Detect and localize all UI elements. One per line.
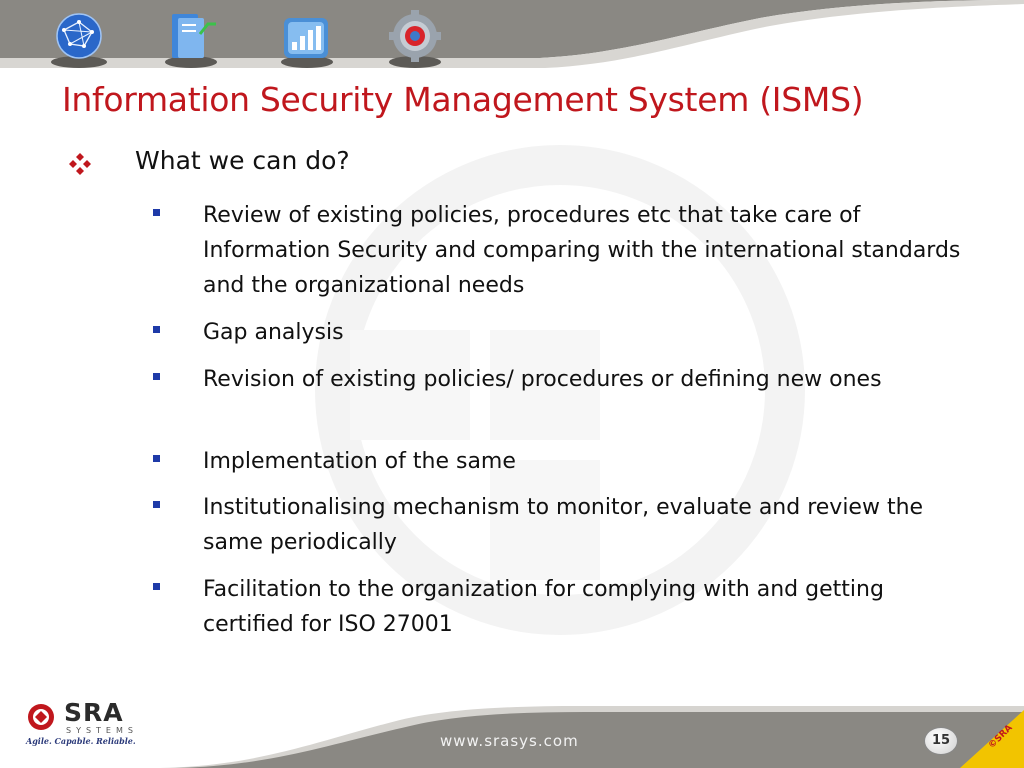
footer-banner (0, 680, 1024, 768)
logo-tagline: Agile. Capable. Reliable. (26, 736, 136, 746)
bar-chart-icon (272, 8, 342, 70)
level1-bullet (68, 146, 948, 190)
list-item-text: Gap analysis (203, 320, 344, 345)
globe-network-icon (44, 8, 114, 70)
header-icon-bar (44, 8, 464, 70)
list-item-text: Revision of existing policies/ procedures or defining new ones (203, 367, 882, 392)
logo-wordmark: SRA (64, 698, 124, 727)
bullet-square-icon (153, 501, 160, 508)
page-title: Information Security Management System (ISMS) (62, 80, 864, 119)
diamond-cluster-icon (68, 152, 92, 176)
list-item-text: Facilitation to the organization for complying with and getting certified for ISO 27001 (203, 577, 884, 637)
list-item (153, 490, 963, 560)
bullet-square-icon (153, 455, 160, 462)
company-logo (26, 700, 144, 750)
page-number-badge: 15 (924, 727, 958, 755)
level1-text: What we can do? (135, 146, 350, 175)
bullet-square-icon (153, 373, 160, 380)
corner-copyright-tag: ©SRA (986, 723, 1015, 751)
list-item-text: Implementation of the same (203, 449, 516, 474)
list-item-text: Institutionalising mechanism to monitor, evaluate and review the same periodically (203, 495, 924, 555)
gear-target-icon (380, 8, 450, 70)
document-folder-icon (156, 8, 226, 70)
list-item (153, 362, 963, 397)
logo-subtitle: SYSTEMS (66, 726, 138, 735)
list-item (153, 444, 963, 479)
list-item (153, 572, 963, 642)
bullet-square-icon (153, 326, 160, 333)
list-item-text: Review of existing policies, procedures etc that take care of Information Security and comparing with the international standards and the organizational needs (203, 203, 961, 298)
bullet-square-icon (153, 209, 160, 216)
footer-url: www.srasys.com (440, 732, 579, 750)
list-item (153, 198, 963, 303)
bullet-square-icon (153, 583, 160, 590)
sra-logo-mark-icon (26, 702, 60, 732)
list-item (153, 315, 963, 350)
